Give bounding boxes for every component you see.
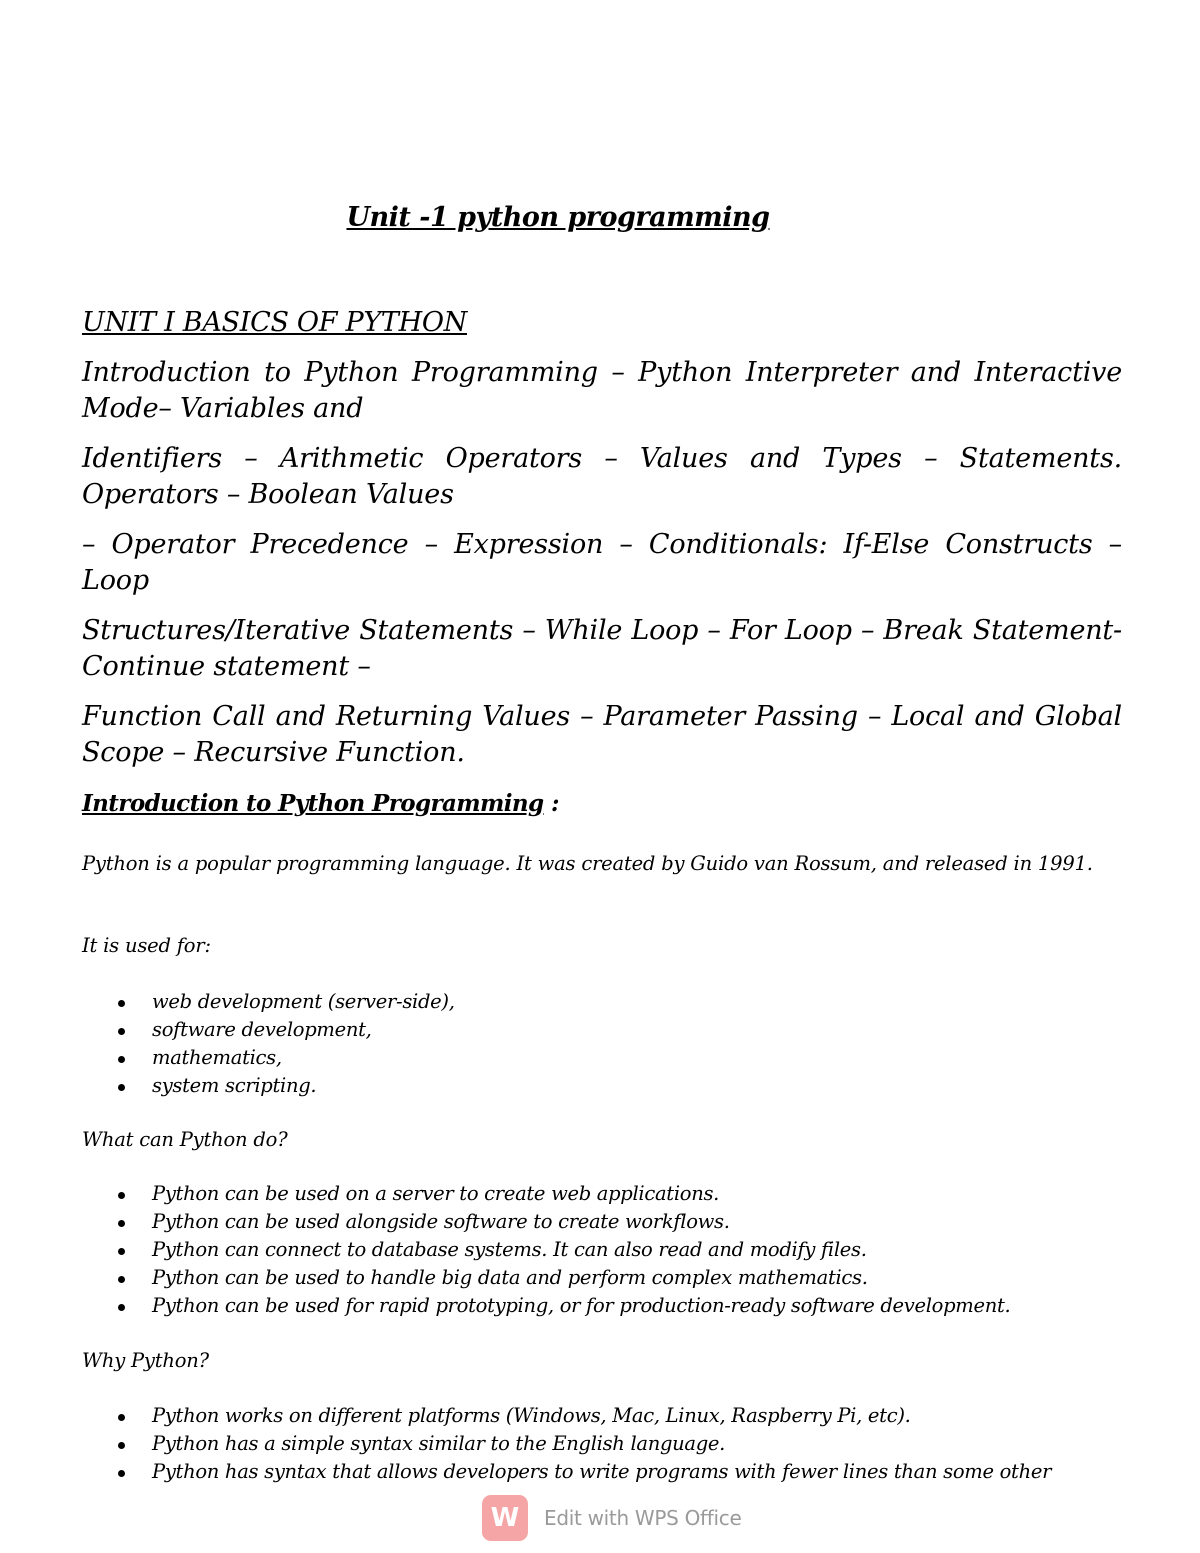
- list-item-text: Python can be used on a server to create web applications.: [152, 1182, 720, 1205]
- list-item-text: Python works on different platforms (Windows, Mac, Linux, Raspberry Pi, etc).: [152, 1404, 911, 1427]
- list-item-text: Python can be used to handle big data and perform complex mathematics.: [152, 1266, 868, 1289]
- list-item: [82, 988, 1142, 1016]
- list-item: [82, 1072, 1142, 1100]
- wps-watermark[interactable]: [482, 1494, 741, 1542]
- bullet-icon: [118, 1248, 125, 1255]
- list-item: [82, 1264, 1142, 1292]
- wps-watermark-text: Edit with WPS Office: [544, 1506, 742, 1530]
- bullet-icon: [118, 1192, 125, 1199]
- bullet-icon: [118, 1056, 125, 1063]
- list-item: [82, 1402, 1142, 1430]
- bullet-icon: [118, 1442, 125, 1449]
- list-item: [82, 1180, 1142, 1208]
- list-item-text: Python has syntax that allows developers to write programs with fewer lines than some other: [152, 1460, 1052, 1483]
- list-item: [82, 1292, 1142, 1320]
- list-item-text: Python can be used for rapid prototyping, or for production-ready software development.: [152, 1294, 1011, 1317]
- bullet-icon: [118, 1084, 125, 1091]
- wps-logo-icon: W: [482, 1495, 528, 1541]
- bullet-icon: [118, 1220, 125, 1227]
- bullet-icon: [118, 1414, 125, 1421]
- what-can-list: [82, 1180, 1142, 1320]
- what-can-label: What can Python do?: [82, 1128, 288, 1151]
- list-item: [82, 1044, 1142, 1072]
- syllabus-paragraph: Introduction to Python Programming – Python Interpreter and Interactive Mode– Variables and: [82, 357, 1122, 424]
- used-for-label: It is used for:: [82, 934, 211, 957]
- bullet-icon: [118, 1028, 125, 1035]
- why-python-label: Why Python?: [82, 1349, 209, 1372]
- intro-paragraph: Python is a popular programming language. It was created by Guido van Rossum, and released in 1991.: [82, 852, 1093, 875]
- document-title: Unit -1 python programming: [346, 202, 770, 233]
- list-item-text: Python can connect to database systems. It can also read and modify files.: [152, 1238, 867, 1261]
- syllabus-section: [82, 305, 1122, 785]
- list-item-text: web development (server-side),: [152, 990, 455, 1013]
- intro-heading-text: Introduction to Python Programming: [82, 790, 544, 817]
- bullet-icon: [118, 1000, 125, 1007]
- syllabus-paragraph: Structures/Iterative Statements – While Loop – For Loop – Break Statement-Continue statement –: [82, 615, 1122, 682]
- syllabus-paragraph: Function Call and Returning Values – Parameter Passing – Local and Global Scope – Recursive Function.: [82, 701, 1122, 768]
- used-for-list: [82, 988, 1142, 1100]
- list-item-text: mathematics,: [152, 1046, 282, 1069]
- list-item: [82, 1430, 1142, 1458]
- intro-heading-colon: :: [543, 790, 559, 817]
- list-item: [82, 1208, 1142, 1236]
- intro-heading: [82, 790, 559, 817]
- unit-heading: UNIT I BASICS OF PYTHON: [82, 307, 467, 338]
- list-item-text: Python can be used alongside software to create workflows.: [152, 1210, 730, 1233]
- syllabus-paragraph: – Operator Precedence – Expression – Conditionals: If-Else Constructs – Loop: [82, 529, 1122, 596]
- list-item: [82, 1016, 1142, 1044]
- bullet-icon: [118, 1470, 125, 1477]
- bullet-icon: [118, 1276, 125, 1283]
- list-item-text: software development,: [152, 1018, 372, 1041]
- list-item: [82, 1236, 1142, 1264]
- why-python-list: [82, 1402, 1142, 1486]
- bullet-icon: [118, 1304, 125, 1311]
- list-item-text: Python has a simple syntax similar to the English language.: [152, 1432, 726, 1455]
- syllabus-paragraph: Identifiers – Arithmetic Operators – Values and Types – Statements. Operators – Boolean Values: [82, 443, 1122, 510]
- list-item: [82, 1458, 1142, 1486]
- list-item-text: system scripting.: [152, 1074, 317, 1097]
